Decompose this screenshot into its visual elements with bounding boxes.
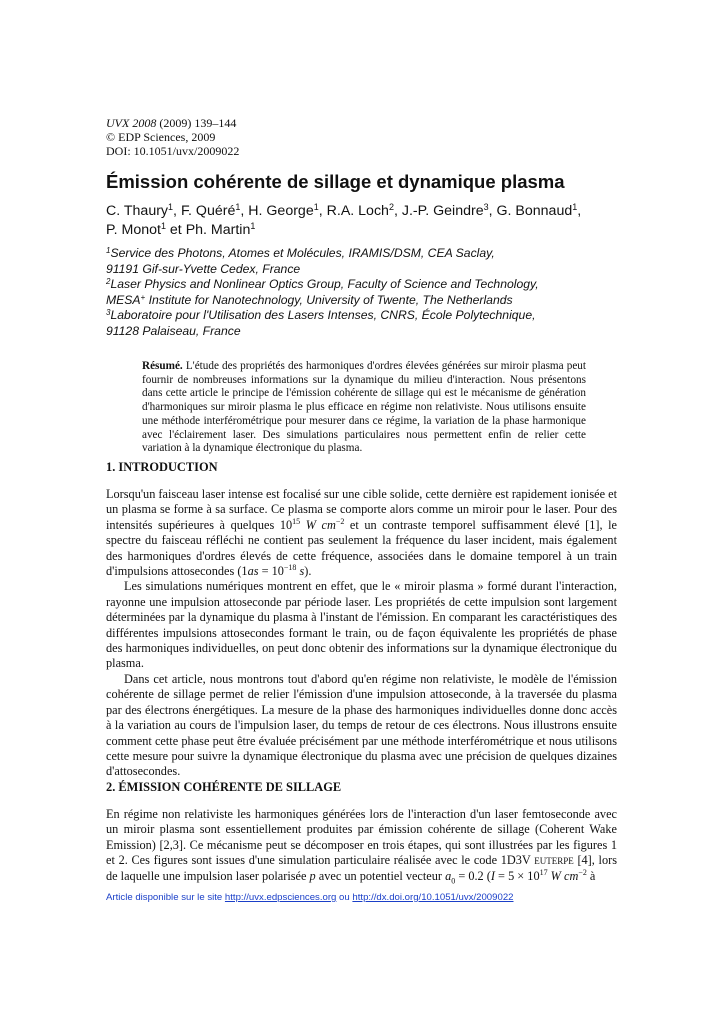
abstract-label: Résumé.: [142, 360, 183, 372]
footer-prefix: Article disponible sur le site: [106, 892, 225, 903]
section-1-paragraph-1: Lorsqu'un faisceau laser intense est focalisé sur une cible solide, cette dernière est rapidement ionisée et un plasma se forme à sa surface. Ce plasma se comporte alors comme un miroir pour le laser. Pour des intensités supérieures à quelques $10^{15}$ W $cm^{-2}$ et un contraste temporel suffisamment élevé [1], le spectre du faisceau réfléchi ne contient pas seulement la fréquence du laser incident, mais également des harmoniques d'ordres élevés de cette fréquence, associées dans le domaine temporel à un train d'impulsions attosecondes ($1as = 10^{-18}$ s).: [106, 487, 618, 579]
section-2-heading: 2. ÉMISSION COHÉRENTE DE SILLAGE: [106, 780, 342, 794]
abstract-text: L'étude des propriétés des harmoniques d'ordres élevées générées sur miroir plasma peut fournir de nombreuses informations sur la dynamique du milieu d'interaction. Nous présentons dans cette article le principe de l'émission cohérente de sillage qui est le mécanisme de génération d'harmoniques sur miroir plasma le plus efficace en régime non relativiste. Nous utilisons ensuite une méthode interférométrique pour mesurer dans ce régime, la variation de la phase harmonique avec l'éclairement laser. Des simulations particulaires nous permettent enfin de relier cette variation à la dynamique électronique du plasma.: [142, 360, 586, 455]
journal-citation: [106, 116, 239, 130]
author-name: R.A. Loch: [326, 203, 389, 219]
section-1-paragraph-3: Dans cet article, nous montrons tout d'abord qu'en régime non relativiste, le modèle de l'émission cohérente de sillage permet de relier l'émission d'une impulsion attoseconde, à la traversée du plasma par des électrons énergétiques. La mesure de la phase des harmoniques individuelles donne donc accès à la variation au cours de l'impulsion laser, du temps de retour de ces électrons. Nous illustrons ensuite comment cette phase peut être évaluée précisément par une méthode interférométrique et nous utilisons cette mesure pour suivre la dynamique électronique du plasma avec une précision de quelques dizaines d'attosecondes.: [106, 671, 617, 779]
section-1-body: [106, 487, 617, 780]
section-2-body: [106, 807, 617, 888]
affiliation-3: $^3$Laboratoire pour l'Utilisation des Lasers Intenses, CNRS, École Polytechnique,: [106, 308, 536, 322]
author-name: F. Quéré: [180, 203, 236, 219]
author-list: [106, 202, 581, 239]
author-name: G. Bonnaud: [496, 203, 573, 219]
availability-footer: [106, 892, 514, 903]
journal-copyright: © EDP Sciences, 2009: [106, 130, 216, 144]
journal-name: UVX 2008: [106, 116, 157, 130]
author-name: C. Thaury: [106, 203, 169, 219]
author-separator: ,: [318, 203, 327, 219]
author-separator: ,: [577, 203, 582, 219]
affiliation-2: $^2$Laser Physics and Nonlinear Optics Group, Faculty of Science and Technology,: [106, 277, 539, 291]
footer-middle: ou: [336, 892, 353, 903]
author-affiliation-mark: 3: [483, 202, 489, 212]
author-affiliation-mark: 1: [313, 202, 319, 212]
journal-doi: DOI: 10.1051/uvx/2009022: [106, 144, 240, 158]
author-line-1: [106, 202, 581, 221]
author-line-2: [106, 221, 581, 240]
paper-title: Émission cohérente de sillage et dynamique plasma: [106, 171, 565, 192]
author-affiliation-mark: 1: [572, 202, 578, 212]
site-link[interactable]: http://uvx.edpsciences.org: [224, 892, 337, 903]
author-separator: ,: [240, 203, 249, 219]
author-separator: ,: [173, 203, 181, 219]
author-name: J.-P. Geindre: [401, 203, 484, 219]
journal-header: [106, 116, 239, 158]
author-separator: ,: [393, 203, 402, 219]
author-name: Ph. Martin: [185, 221, 251, 238]
doi-link[interactable]: http://dx.doi.org/10.1051/uvx/2009022: [352, 892, 514, 903]
affiliation-1: $^1$Service des Photons, Atomes et Molécules, IRAMIS/DSM, CEA Saclay,: [106, 246, 495, 260]
author-affiliation-mark: 1: [168, 202, 174, 212]
section-1-heading: 1. INTRODUCTION: [106, 460, 218, 474]
abstract: [142, 360, 586, 456]
author-affiliation-mark: 1: [235, 202, 241, 212]
author-affiliation-mark: 2: [388, 202, 394, 212]
affiliation-list: [106, 246, 539, 339]
author-affiliation-mark: 1: [250, 220, 256, 231]
journal-pages: (2009) 139–144: [156, 116, 237, 130]
author-name: H. George: [248, 203, 314, 219]
section-1-paragraph-2: Les simulations numériques montrent en effet, que le « miroir plasma » formé durant l'interaction, rayonne une impulsion attoseconde par période laser. Les propriétés de cette impulsion sont largement déterminées par la dynamique du plasma à l'instant de l'émission. En comparant les caractéristiques des différentes impulsions attosecondes formant le train, ou de façon équivalente les propriétés de phase des harmoniques individuelles, on peut donc obtenir des informations sur la dynamique électronique du plasma.: [106, 579, 617, 671]
affiliation-2-address: MESA+ Institute for Nanotechnology, University of Twente, The Netherlands: [106, 292, 513, 307]
author-affiliation-mark: 1: [160, 220, 166, 231]
author-separator: et: [165, 221, 186, 238]
author-separator: ,: [488, 203, 497, 219]
section-2-paragraph-1: En régime non relativiste les harmoniques générées lors de l'interaction d'un laser femtoseconde avec un miroir plasma sont essentiellement produites par émission cohérente de sillage (Coherent Wake Emission) [2,3]. Ce mécanisme peut se décomposer en trois étapes, qui sont illustrées par les figures 1 et 2. Ces figures sont issues d'une simulation particulaire réalisée avec le code 1D3V euterpe [4], lors de laquelle une impulsion laser polarisée p avec un potentiel vecteur $a_0 = 0.2$ ($I = 5 \times 10^{17}$ W $cm^{-2}$ à: [106, 807, 617, 886]
affiliation-1-address: 91191 Gif-sur-Yvette Cedex, France: [106, 261, 301, 276]
author-name: P. Monot: [106, 221, 161, 238]
affiliation-3-address: 91128 Palaiseau, France: [106, 323, 241, 338]
